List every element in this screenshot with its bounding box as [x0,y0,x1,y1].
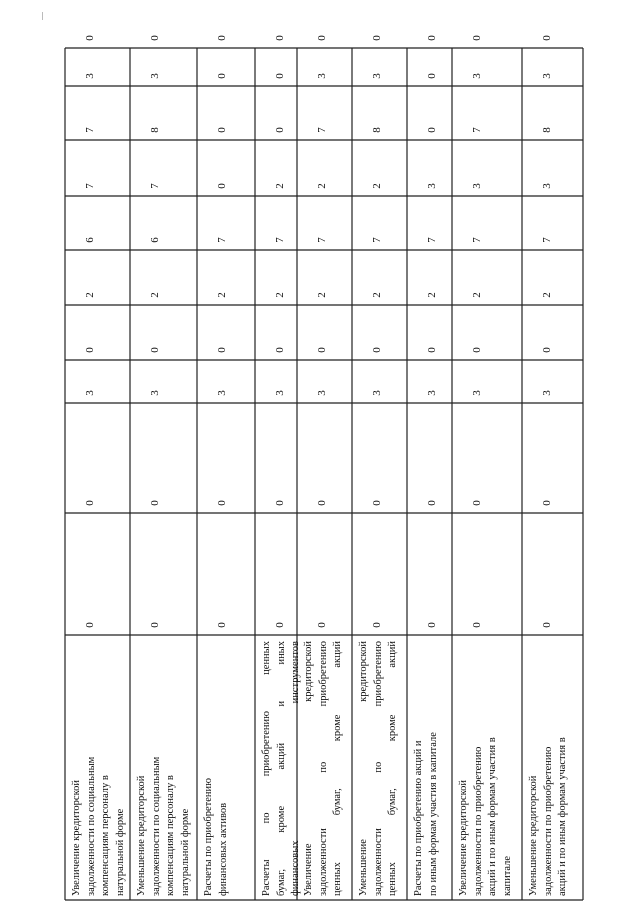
value-cell: 7 [371,237,383,243]
value-cell: 0 [471,500,483,506]
value-cell: 3 [316,390,328,396]
value-cell: 0 [274,73,286,79]
value-cell: 8 [149,127,161,133]
value-cell: 7 [149,183,161,189]
value-cell: 0 [149,500,161,506]
value-cell: 0 [371,500,383,506]
row-label: Расчеты по приобретению ценных бумаг, кроме акций и иных финансовых инструментов [261,641,301,896]
value-cell: 2 [316,292,328,298]
value-cell: 8 [541,127,553,133]
value-cell: 0 [274,35,286,41]
value-cell: 2 [216,292,228,298]
value-cell: 0 [426,622,438,628]
value-cell: 0 [216,35,228,41]
value-cell: 3 [541,73,553,79]
row-label: Увеличение кредиторской задолженности по социальным компенсациям персоналу в натуральной форме [71,756,126,896]
value-cell: 0 [316,622,328,628]
value-cell: 3 [216,390,228,396]
value-cell: 0 [149,347,161,353]
value-cell: 3 [316,73,328,79]
value-cell: 0 [216,500,228,506]
value-cell: 0 [316,35,328,41]
row-label: Увеличение кредиторской задолженности по приобретению ценных бумаг, кроме акций [303,641,343,896]
value-cell: 0 [471,622,483,628]
value-cell: 0 [216,73,228,79]
value-cell: 2 [371,292,383,298]
row-label: Увеличение кредиторской задолженности по приобретению акций и по иным формам участия в капитале [458,737,513,896]
row-label: Расчеты по приобретению акций и по иным формам участия в капитале [413,732,439,896]
value-cell: 0 [426,73,438,79]
value-cell: 7 [471,237,483,243]
row-label: Расчеты по приобретению финансовых активов [203,778,229,896]
value-cell: 0 [84,347,96,353]
value-cell: 0 [471,347,483,353]
value-cell: 0 [216,622,228,628]
value-cell: 0 [371,622,383,628]
value-cell: 0 [216,127,228,133]
value-cell: 3 [426,390,438,396]
value-cell: 3 [426,183,438,189]
value-cell: 8 [371,127,383,133]
value-cell: 2 [274,183,286,189]
value-cell: 0 [471,35,483,41]
value-cell: 0 [541,500,553,506]
row-label: Уменьшение кредиторской задолженности по приобретению акций и по иным формам участия в [528,737,568,896]
value-cell: 6 [149,237,161,243]
value-cell: 7 [274,237,286,243]
value-cell: 3 [274,390,286,396]
value-cell: 0 [149,622,161,628]
value-cell: 0 [426,347,438,353]
value-cell: 7 [316,237,328,243]
value-cell: 3 [541,390,553,396]
value-cell: 3 [84,73,96,79]
value-cell: 0 [541,622,553,628]
value-cell: 0 [426,127,438,133]
row-label: Уменьшение кредиторской задолженности по приобретению ценных бумаг, кроме акций [358,641,398,896]
value-cell: 0 [371,347,383,353]
value-cell: 6 [84,237,96,243]
value-cell: 2 [426,292,438,298]
value-cell: 7 [541,237,553,243]
value-cell: 2 [84,292,96,298]
value-cell: 3 [149,73,161,79]
value-cell: 7 [316,127,328,133]
value-cell: 0 [274,500,286,506]
value-cell: 3 [471,390,483,396]
value-cell: 3 [471,183,483,189]
value-cell: 0 [216,183,228,189]
value-cell: 0 [316,500,328,506]
value-cell: 7 [216,237,228,243]
value-cell: 2 [149,292,161,298]
value-cell: 3 [149,390,161,396]
row-label: Уменьшение кредиторской задолженности по социальным компенсациям персоналу в натуральной форме [136,756,191,896]
value-cell: 7 [471,127,483,133]
value-cell: 0 [274,347,286,353]
value-cell: 3 [84,390,96,396]
value-cell: 0 [541,35,553,41]
value-cell: 0 [274,622,286,628]
value-cell: 2 [371,183,383,189]
value-cell: 0 [84,500,96,506]
value-cell: 3 [471,73,483,79]
value-cell: 2 [471,292,483,298]
value-cell: 0 [149,35,161,41]
value-cell: 0 [541,347,553,353]
value-cell: 0 [84,622,96,628]
value-cell: 7 [84,183,96,189]
value-cell: 0 [84,35,96,41]
value-cell: 3 [371,390,383,396]
value-cell: 0 [371,35,383,41]
value-cell: 7 [84,127,96,133]
value-cell: 2 [316,183,328,189]
value-cell: 0 [316,347,328,353]
value-cell: 0 [426,500,438,506]
value-cell: 2 [274,292,286,298]
value-cell: 0 [274,127,286,133]
value-cell: 0 [426,35,438,41]
value-cell: 2 [541,292,553,298]
value-cell: 3 [371,73,383,79]
value-cell: 3 [541,183,553,189]
value-cell: 7 [426,237,438,243]
value-cell: 0 [216,347,228,353]
